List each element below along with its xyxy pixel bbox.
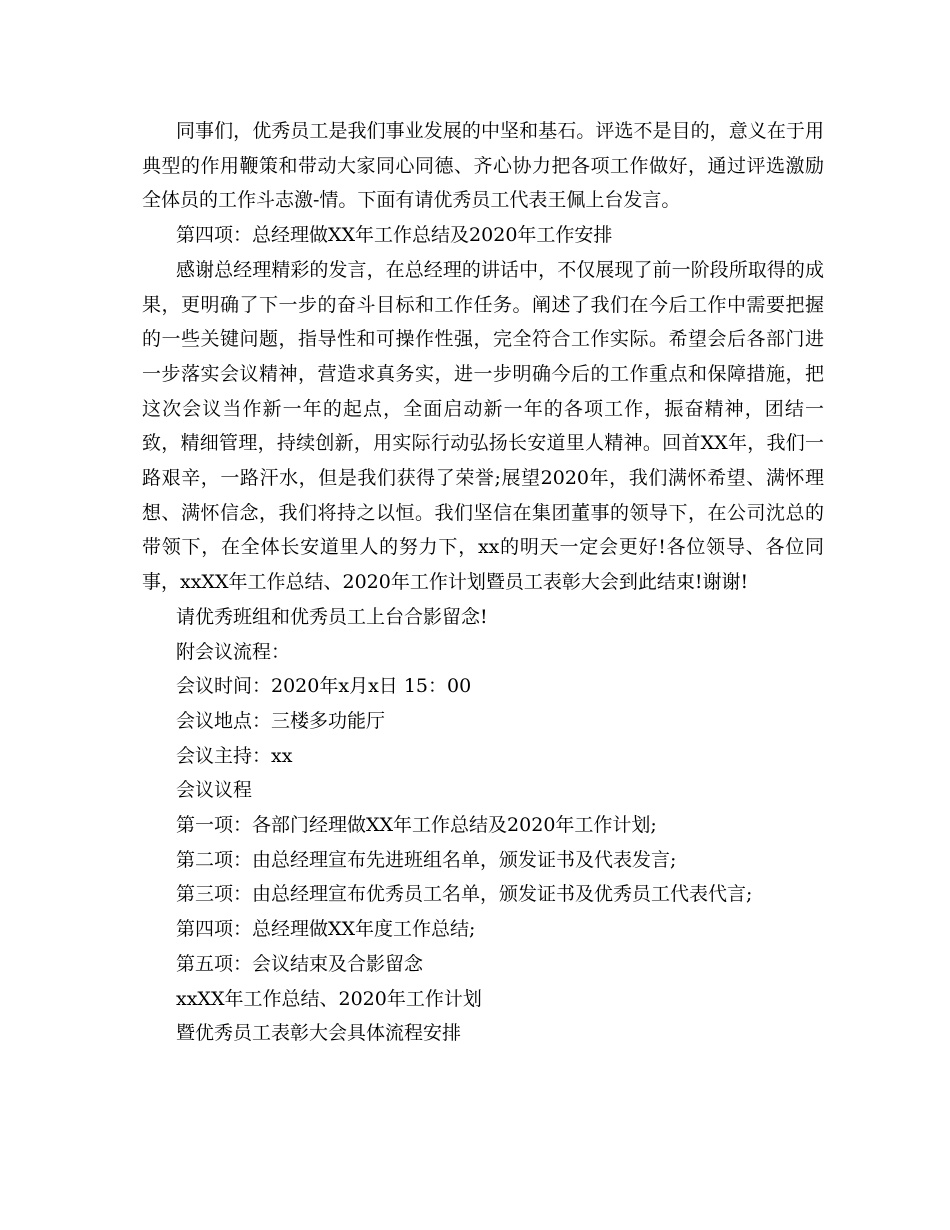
agenda-item-2: 第二项：由总经理宣布先进班组名单，颁发证书及代表发言; — [176, 848, 677, 871]
document-body — [142, 114, 824, 1051]
meeting-location: 会议地点：三楼多功能厅 — [176, 709, 386, 732]
meeting-time: 会议时间：2020年x月x日 15：00 — [176, 675, 472, 698]
meeting-host: 会议主持：xx — [176, 744, 293, 767]
paragraph-closing-remarks: 感谢总经理精彩的发言，在总经理的讲话中，不仅展现了前一阶段所取得的成果，更明确了下一步的奋斗目标和工作任务。阐述了我们在今后工作中需要把握的一些关键问题，指导性和可操作性强，完全符合工作实际。希望会后各部门进一步落实会议精神，营造求真务实，进一步明确今后的工作重点和保障措施，把这次会议当作新一年的起点，全面启动新一年的各项工作，振奋精神，团结一致，精细管理，持续创新，用实际行动弘扬长安道里人精神。回首XX年，我们一路艰辛，一路汗水，但是我们获得了荣誉;展望2020年，我们满怀希望、满怀理想、满怀信念，我们将持之以恒。我们坚信在集团董事的领导下，在公司沈总的带领下，在全体长安道里人的努力下，xx的明天一定会更好!各位领导、各位同事，xxXX年工作总结、2020年工作计划暨员工表彰大会到此结束!谢谢! — [142, 258, 824, 594]
group-photo-line: 请优秀班组和优秀员工上台合影留念! — [176, 605, 488, 628]
appendix-heading: 附会议流程： — [176, 640, 291, 663]
document-subtitle: xxXX年工作总结、2020年工作计划 — [176, 987, 482, 1010]
document-title: 暨优秀员工表彰大会具体流程安排 — [176, 1022, 462, 1045]
agenda-item-four-heading: 第四项：总经理做XX年工作总结及2020年工作安排 — [176, 224, 613, 247]
agenda-heading: 会议议程 — [176, 779, 253, 802]
agenda-item-4: 第四项：总经理做XX年度工作总结; — [176, 918, 476, 941]
agenda-item-1: 第一项：各部门经理做XX年工作总结及2020年工作计划; — [176, 814, 657, 837]
agenda-item-5: 第五项：会议结束及合影留念 — [176, 952, 424, 975]
paragraph-selection-purpose: 同事们，优秀员工是我们事业发展的中坚和基石。评选不是目的，意义在于用典型的作用鞭策和带动大家同心同德、齐心协力把各项工作做好，通过评选激励全体员的工作斗志激-情。下面有请优秀员工代表王佩上台发言。 — [142, 120, 824, 212]
agenda-item-3: 第三项：由总经理宣布优秀员工名单，颁发证书及优秀员工代表代言; — [176, 883, 753, 906]
